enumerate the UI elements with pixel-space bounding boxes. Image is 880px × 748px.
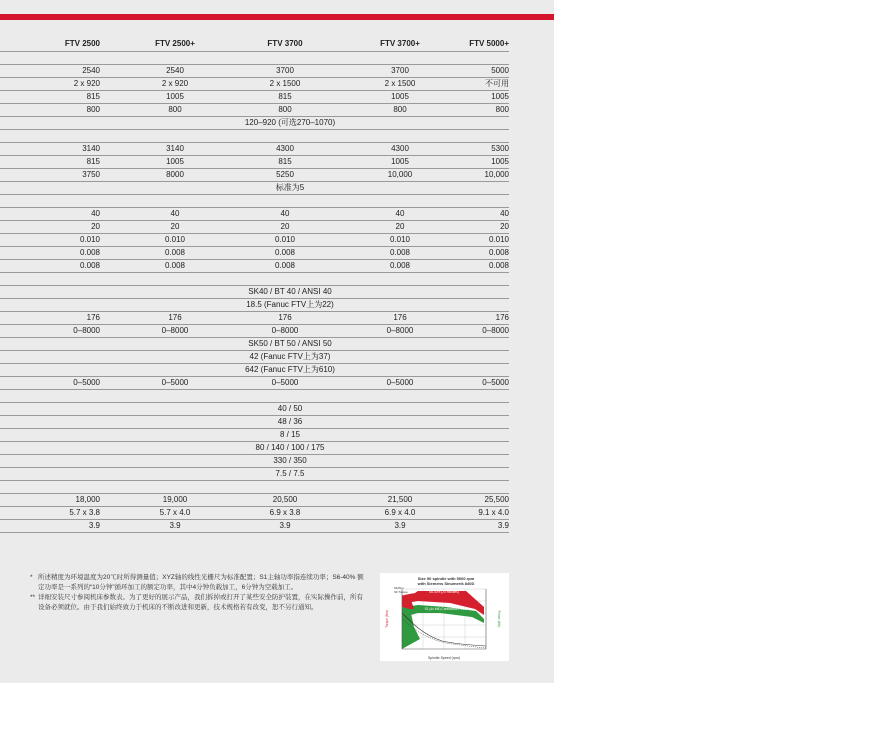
table-cell: 176 [86,313,100,322]
band2-label: S1 (44 kW) Continuous Power [424,607,468,611]
table-cell: 3700 [391,66,409,75]
table-row-spanning [0,455,509,468]
table-cell: 2540 [166,66,184,75]
table-cell: 815 [278,157,292,166]
table-cell: 0.008 [79,261,100,270]
spanning-value: 8 / 15 [279,430,300,439]
red-header-bar [0,14,554,20]
table-cell: 3.9 [169,521,181,530]
table-cell: 1005 [491,92,509,101]
table-row [0,65,509,78]
table-cell: 40 [395,209,405,218]
table-cell: 0–5000 [271,378,299,387]
table-cell: 0.008 [488,248,509,257]
table-row [0,260,509,273]
table-cell: 176 [278,313,292,322]
table-row-spanning [0,299,509,312]
table-cell: 40 [170,209,180,218]
table-cell: 25,500 [484,495,509,504]
table-cell: 5.7 x 3.8 [69,508,100,517]
table-cell: 不可用 [485,79,509,88]
chart-x-label: Spindle Speed (rpm) [427,656,461,660]
table-cell: 20 [395,222,405,231]
spanning-value: 标准为5 [275,183,305,192]
table-row [0,104,509,117]
table-cell: 0.010 [389,235,411,244]
table-row [0,377,509,390]
table-row [0,247,509,260]
table-cell: 40 [91,209,100,218]
table-row [0,494,509,507]
table-cell: 0–5000 [482,378,509,387]
table-row [0,312,509,325]
table-cell: 800 [168,105,182,114]
table-cell: 3750 [82,170,100,179]
table-cell: 5300 [491,144,509,153]
column-header: FTV 2500+ [155,39,195,48]
table-cell: 815 [86,92,100,101]
chart-y2-label: Power (kW) [497,610,501,628]
table-cell: 20,500 [272,495,298,504]
table-cell: 815 [278,92,292,101]
table-header-row [0,38,509,52]
spanning-value: 40 / 50 [277,404,303,413]
table-cell: 0–8000 [271,326,299,335]
table-cell: 19,000 [162,495,188,504]
table-cell: 21,500 [387,495,413,504]
table-cell: 0.010 [164,235,186,244]
table-cell: 40 [500,209,509,218]
spanning-value: 80 / 140 / 100 / 175 [255,443,325,452]
table-cell: 2 x 920 [73,79,100,88]
table-cell: 18,000 [75,495,100,504]
table-cell: 0.008 [274,261,296,270]
table-cell: 0.008 [79,248,100,257]
table-cell: 800 [278,105,292,114]
table-row-spanning [0,351,509,364]
table-row [0,91,509,104]
table-row [0,78,509,91]
table-cell: 20 [280,222,290,231]
table-row-spanning [0,286,509,299]
spindle-chart-svg [380,573,509,661]
table-row-spanning [0,338,509,351]
table-row [0,221,509,234]
table-cell: 9.1 x 4.0 [478,508,509,517]
table-row-spanning [0,442,509,455]
table-cell: 3.9 [394,521,406,530]
spec-table [0,38,509,533]
footnote-mark: * [30,574,33,581]
section-gap-row [0,130,509,143]
footnote [30,573,365,593]
table-cell: 0–8000 [161,326,189,335]
table-cell: 3700 [276,66,294,75]
section-gap-row [0,390,509,403]
table-body [0,52,509,533]
table-cell: 8000 [166,170,184,179]
table-cell: 3.9 [279,521,291,530]
table-row-spanning [0,468,509,481]
table-cell: 1005 [166,157,184,166]
table-cell: 1005 [166,92,184,101]
chart-title-line2: with Siemens Sinumerik 840D [417,581,475,586]
table-cell: 1005 [491,157,509,166]
chart-left-label-2: S6 Torque [394,590,408,594]
section-gap-row [0,273,509,286]
table-row-spanning [0,182,509,195]
chart-left-label-1: 642Nm [394,586,404,590]
table-cell: 3140 [166,144,184,153]
table-cell: 2 x 1500 [384,79,416,88]
table-cell: 0.008 [389,261,411,270]
table-row [0,507,509,520]
table-row-spanning [0,364,509,377]
section-gap-row [0,195,509,208]
footnote [30,593,365,613]
table-cell: 0.008 [164,261,186,270]
table-cell: 5000 [491,66,509,75]
spanning-value: 48 / 36 [277,417,303,426]
chart-y-label: Torque (Nm) [385,610,389,628]
table-cell: 0.010 [79,235,100,244]
table-cell: 0–5000 [386,378,414,387]
spanning-value: 42 (Fanuc FTV上为37) [249,352,331,361]
table-row [0,234,509,247]
table-cell: 20 [500,222,509,231]
table-cell: 815 [86,157,100,166]
table-cell: 6.9 x 3.8 [269,508,301,517]
table-cell: 800 [393,105,407,114]
table-cell: 0.008 [389,248,411,257]
band1-label: S6-40% (20 minutes) [429,590,459,594]
spanning-value: 7.5 / 7.5 [275,469,305,478]
table-cell: 0–5000 [161,378,189,387]
table-cell: 10,000 [387,170,413,179]
table-cell: 2 x 1500 [269,79,301,88]
table-cell: 176 [168,313,182,322]
table-cell: 0–8000 [482,326,509,335]
table-row [0,208,509,221]
table-row-spanning [0,403,509,416]
column-header: FTV 3700+ [380,39,420,48]
table-cell: 176 [495,313,509,322]
table-cell: 5.7 x 4.0 [159,508,191,517]
chart-title-line1: Size 50 spindle with 5000 rpm [417,576,475,581]
table-cell: 800 [86,105,100,114]
table-row [0,169,509,182]
table-cell: 0.008 [164,248,186,257]
table-cell: 6.9 x 4.0 [384,508,416,517]
table-cell: 800 [495,105,509,114]
spanning-value: 120–920 (可选270–1070) [244,118,336,127]
section-gap-row [0,52,509,65]
table-cell: 3.9 [497,521,509,530]
table-cell: 40 [280,209,290,218]
table-cell: 0.010 [488,235,509,244]
table-cell: 0–8000 [386,326,414,335]
column-header: FTV 3700 [267,39,303,48]
spindle-chart [380,573,509,661]
table-cell: 0–8000 [73,326,100,335]
table-row [0,156,509,169]
footnote-text: 详细安装尺寸参阅机床参数表。为了更好的展示产品，我们拆掉或打开了某些安全防护装置，在实际操作前，所有设备必须就位。由于我们始终致力于机床的不断改进和更新，技术规格若有改变，恕不另行通知。 [38,594,363,611]
table-cell: 176 [393,313,407,322]
table-cell: 2540 [82,66,100,75]
column-header: FTV 2500 [64,39,100,48]
table-cell: 0.010 [274,235,296,244]
table-cell: 3.9 [88,521,100,530]
table-cell: 3140 [82,144,100,153]
table-cell: 0.008 [274,248,296,257]
table-cell: 2 x 920 [161,79,189,88]
footnote-mark: ** [30,594,36,601]
spanning-value: 18.5 (Fanuc FTV上为22) [246,300,334,309]
spanning-value: 642 (Fanuc FTV上为610) [245,365,335,374]
table-row-spanning [0,429,509,442]
table-cell: 4300 [276,144,294,153]
table-row-spanning [0,117,509,130]
table-row [0,143,509,156]
section-gap-row [0,481,509,494]
table-cell: 4300 [391,144,409,153]
table-cell: 0.008 [488,261,509,270]
footnote-text: 所述精度为环境温度为20℃时所得测量值；XYZ轴的线性光栅尺为标准配置；S1主轴功率指连续功率；S6-40% 额定功率是一系列的“10分钟”循环加工的额定功率，其中4分钟负载加工，6分钟为空载加工。 [38,574,364,591]
table-cell: 5250 [276,170,294,179]
spanning-value: 330 / 350 [273,456,307,465]
table-cell: 20 [170,222,180,231]
table-cell: 20 [91,222,100,231]
table-cell: 10,000 [484,170,509,179]
table-row [0,325,509,338]
table-row-spanning [0,416,509,429]
table-row [0,520,509,533]
table-cell: 0–5000 [73,378,100,387]
table-cell: 1005 [391,157,409,166]
footnotes [30,573,365,613]
column-header: FTV 5000+ [469,39,509,48]
spanning-value: SK50 / BT 50 / ANSI 50 [248,339,332,348]
table-cell: 1005 [391,92,409,101]
spanning-value: SK40 / BT 40 / ANSI 40 [248,287,332,296]
